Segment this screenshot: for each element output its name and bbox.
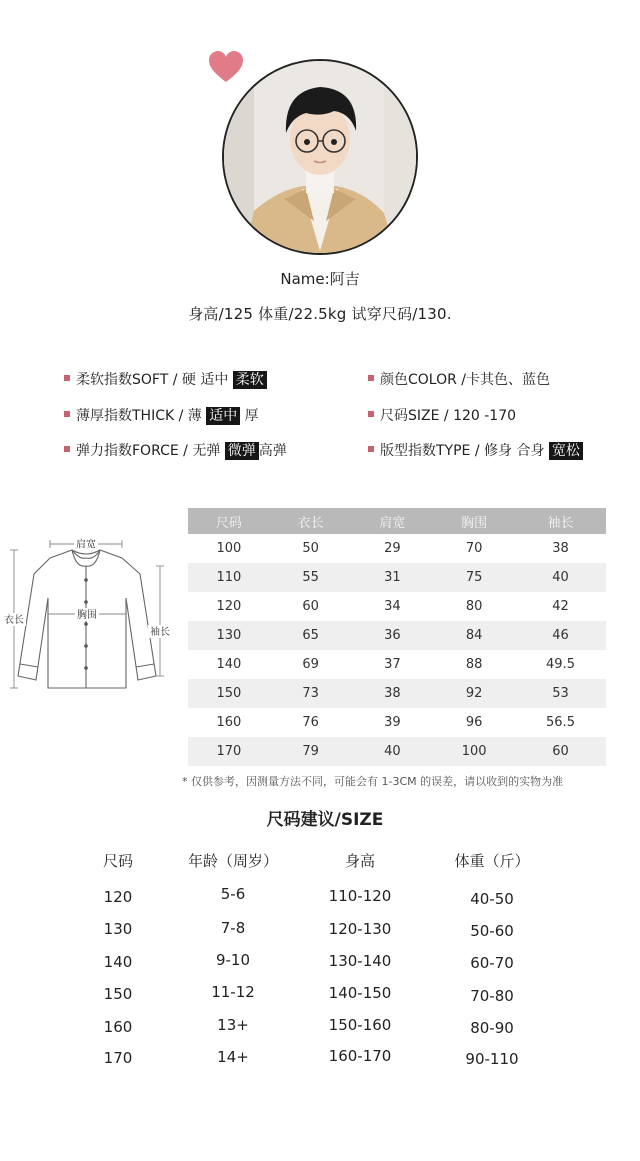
profile-name: Name:阿吉: [280, 270, 360, 288]
measurement-disclaimer: * 仅供参考，因测量方法不同，可能会有 1-3CM 的误差，请以收到的实物为准: [182, 775, 564, 788]
table-cell: 53: [515, 679, 606, 708]
recommend-header-age: 年龄（周岁）: [187, 852, 278, 870]
shirt-measurement-diagram: [0, 536, 180, 706]
recommend-cell: 120: [103, 888, 133, 906]
recommend-cell: 60-70: [470, 954, 514, 972]
recommend-header-weight: 体重（斤）: [454, 852, 530, 870]
recommend-cell: 50-60: [470, 922, 514, 940]
recommend-cell: 5-6: [220, 885, 246, 903]
recommend-cell: 90-110: [465, 1050, 519, 1068]
table-cell: 56.5: [546, 715, 575, 730]
table-cell: 34: [384, 599, 401, 614]
table-cell: 76: [302, 715, 319, 730]
table-cell: 42: [552, 599, 569, 614]
bullet-icon: [368, 411, 374, 417]
table-cell: 36: [352, 621, 434, 650]
table-cell: 100: [216, 541, 242, 556]
feature-selected: 微弹: [225, 442, 259, 460]
recommend-cell: 130: [103, 920, 133, 938]
table-cell: 31: [352, 563, 434, 592]
table-cell: 65: [270, 621, 352, 650]
header-sleeve: 袖长: [515, 508, 606, 534]
avatar: [222, 59, 418, 255]
table-cell: 49.5: [546, 657, 575, 672]
table-cell: 60: [515, 737, 606, 766]
header-chest: 胸围: [433, 508, 515, 534]
table-cell: 170: [188, 737, 270, 766]
table-cell: 60: [302, 599, 319, 614]
table-cell: 96: [465, 715, 483, 730]
feature-selected: 柔软: [233, 371, 267, 389]
table-cell: 38: [352, 679, 434, 708]
feature-softness: [64, 369, 267, 389]
recommend-cell: 170: [103, 1049, 133, 1067]
recommend-title: 尺码建议/SIZE: [266, 810, 384, 830]
table-row: [188, 708, 606, 737]
table-cell: 73: [270, 679, 352, 708]
table-cell: 75: [433, 563, 515, 592]
recommend-col-weight: [444, 850, 540, 1080]
recommend-cell: 9-10: [215, 951, 251, 969]
recommend-cell: 160: [103, 1018, 133, 1036]
recommend-cell: 13+: [217, 1016, 249, 1034]
table-cell: 70: [465, 541, 483, 556]
feature-label: 弹力指数FORCE / 无弹: [76, 443, 225, 459]
table-cell: 79: [270, 737, 352, 766]
shoulder-label: 肩宽: [76, 539, 96, 551]
table-cell: 40: [515, 563, 606, 592]
table-cell: 80: [465, 599, 483, 614]
recommend-cell: 11-12: [211, 983, 255, 1001]
feature-fit-type: [368, 440, 583, 460]
table-cell: 140: [216, 657, 242, 672]
table-cell: 50: [302, 541, 319, 556]
child-portrait-image: [224, 61, 416, 253]
recommend-cell: 150-160: [328, 1016, 392, 1034]
recommend-cell: 160-170: [328, 1047, 392, 1065]
table-row: [188, 650, 606, 679]
feature-thickness: [64, 405, 259, 425]
table-row: [188, 534, 606, 563]
measurement-table: [188, 508, 606, 766]
recommend-col-height: [314, 850, 406, 1080]
table-cell: 69: [302, 657, 319, 672]
recommend-cell: 110-120: [328, 887, 392, 905]
table-cell: 29: [384, 541, 401, 556]
table-cell: 46: [515, 621, 606, 650]
feature-label: 版型指数TYPE / 修身 合身: [380, 443, 549, 459]
feature-label: 薄厚指数THICK / 薄: [76, 408, 207, 424]
table-header-row: [188, 508, 606, 534]
table-row: [188, 737, 606, 766]
sleeve-label: 袖长: [150, 627, 170, 638]
recommend-col-age: [170, 850, 296, 1080]
table-cell: 120: [216, 599, 242, 614]
table-cell: 38: [552, 541, 569, 556]
feature-label: 尺码SIZE / 120 -170: [380, 408, 517, 424]
table-cell: 92: [433, 679, 515, 708]
header-shoulder: 肩宽: [352, 508, 434, 534]
heart-icon: [208, 50, 244, 84]
recommend-cell: 14+: [217, 1048, 249, 1066]
header-length: 衣长: [270, 508, 352, 534]
profile-stats: 身高/125 体重/22.5kg 试穿尺码/130.: [188, 305, 452, 323]
bullet-icon: [368, 446, 374, 452]
bullet-icon: [64, 446, 70, 452]
feature-elasticity: [64, 440, 287, 460]
table-cell: 37: [384, 657, 401, 672]
feature-selected: 适中: [206, 407, 240, 425]
table-row: [188, 679, 606, 708]
table-cell: 100: [433, 737, 515, 766]
table-cell: 55: [270, 563, 352, 592]
recommend-cell: 130-140: [328, 952, 392, 970]
recommend-cell: 7-8: [220, 919, 246, 937]
table-cell: 150: [188, 679, 270, 708]
feature-color: [368, 369, 550, 389]
table-cell: 39: [384, 715, 401, 730]
recommend-header-size: 尺码: [102, 852, 133, 870]
table-cell: 88: [465, 657, 483, 672]
feature-label: 柔软指数SOFT / 硬 适中: [76, 372, 233, 388]
recommend-cell: 70-80: [470, 987, 514, 1005]
recommend-header-height: 身高: [344, 852, 375, 870]
feature-label: 颜色COLOR /卡其色、蓝色: [380, 372, 551, 388]
recommend-cell: 120-130: [328, 920, 392, 938]
bullet-icon: [368, 375, 374, 381]
recommend-cell: 140: [103, 953, 133, 971]
header-size: 尺码: [188, 508, 270, 534]
bullet-icon: [64, 375, 70, 381]
chest-label: 胸围: [77, 610, 97, 621]
table-cell: 130: [188, 621, 270, 650]
table-cell: 40: [352, 737, 434, 766]
recommend-cell: 140-150: [328, 984, 392, 1002]
table-row: [188, 621, 606, 650]
table-cell: 160: [216, 715, 242, 730]
recommend-cell: 150: [103, 985, 133, 1003]
feature-size: [368, 405, 516, 425]
feature-label-after: 高弹: [258, 443, 287, 459]
recommend-cell: 40-50: [470, 890, 514, 908]
length-label: 衣长: [4, 615, 24, 626]
table-cell: 110: [188, 563, 270, 592]
table-row: [188, 563, 606, 592]
recommend-col-size: [88, 850, 148, 1080]
table-row: [188, 592, 606, 621]
feature-label-after: 厚: [240, 408, 259, 424]
feature-selected: 宽松: [549, 442, 583, 460]
table-cell: 84: [433, 621, 515, 650]
bullet-icon: [64, 411, 70, 417]
recommend-cell: 80-90: [470, 1019, 514, 1037]
